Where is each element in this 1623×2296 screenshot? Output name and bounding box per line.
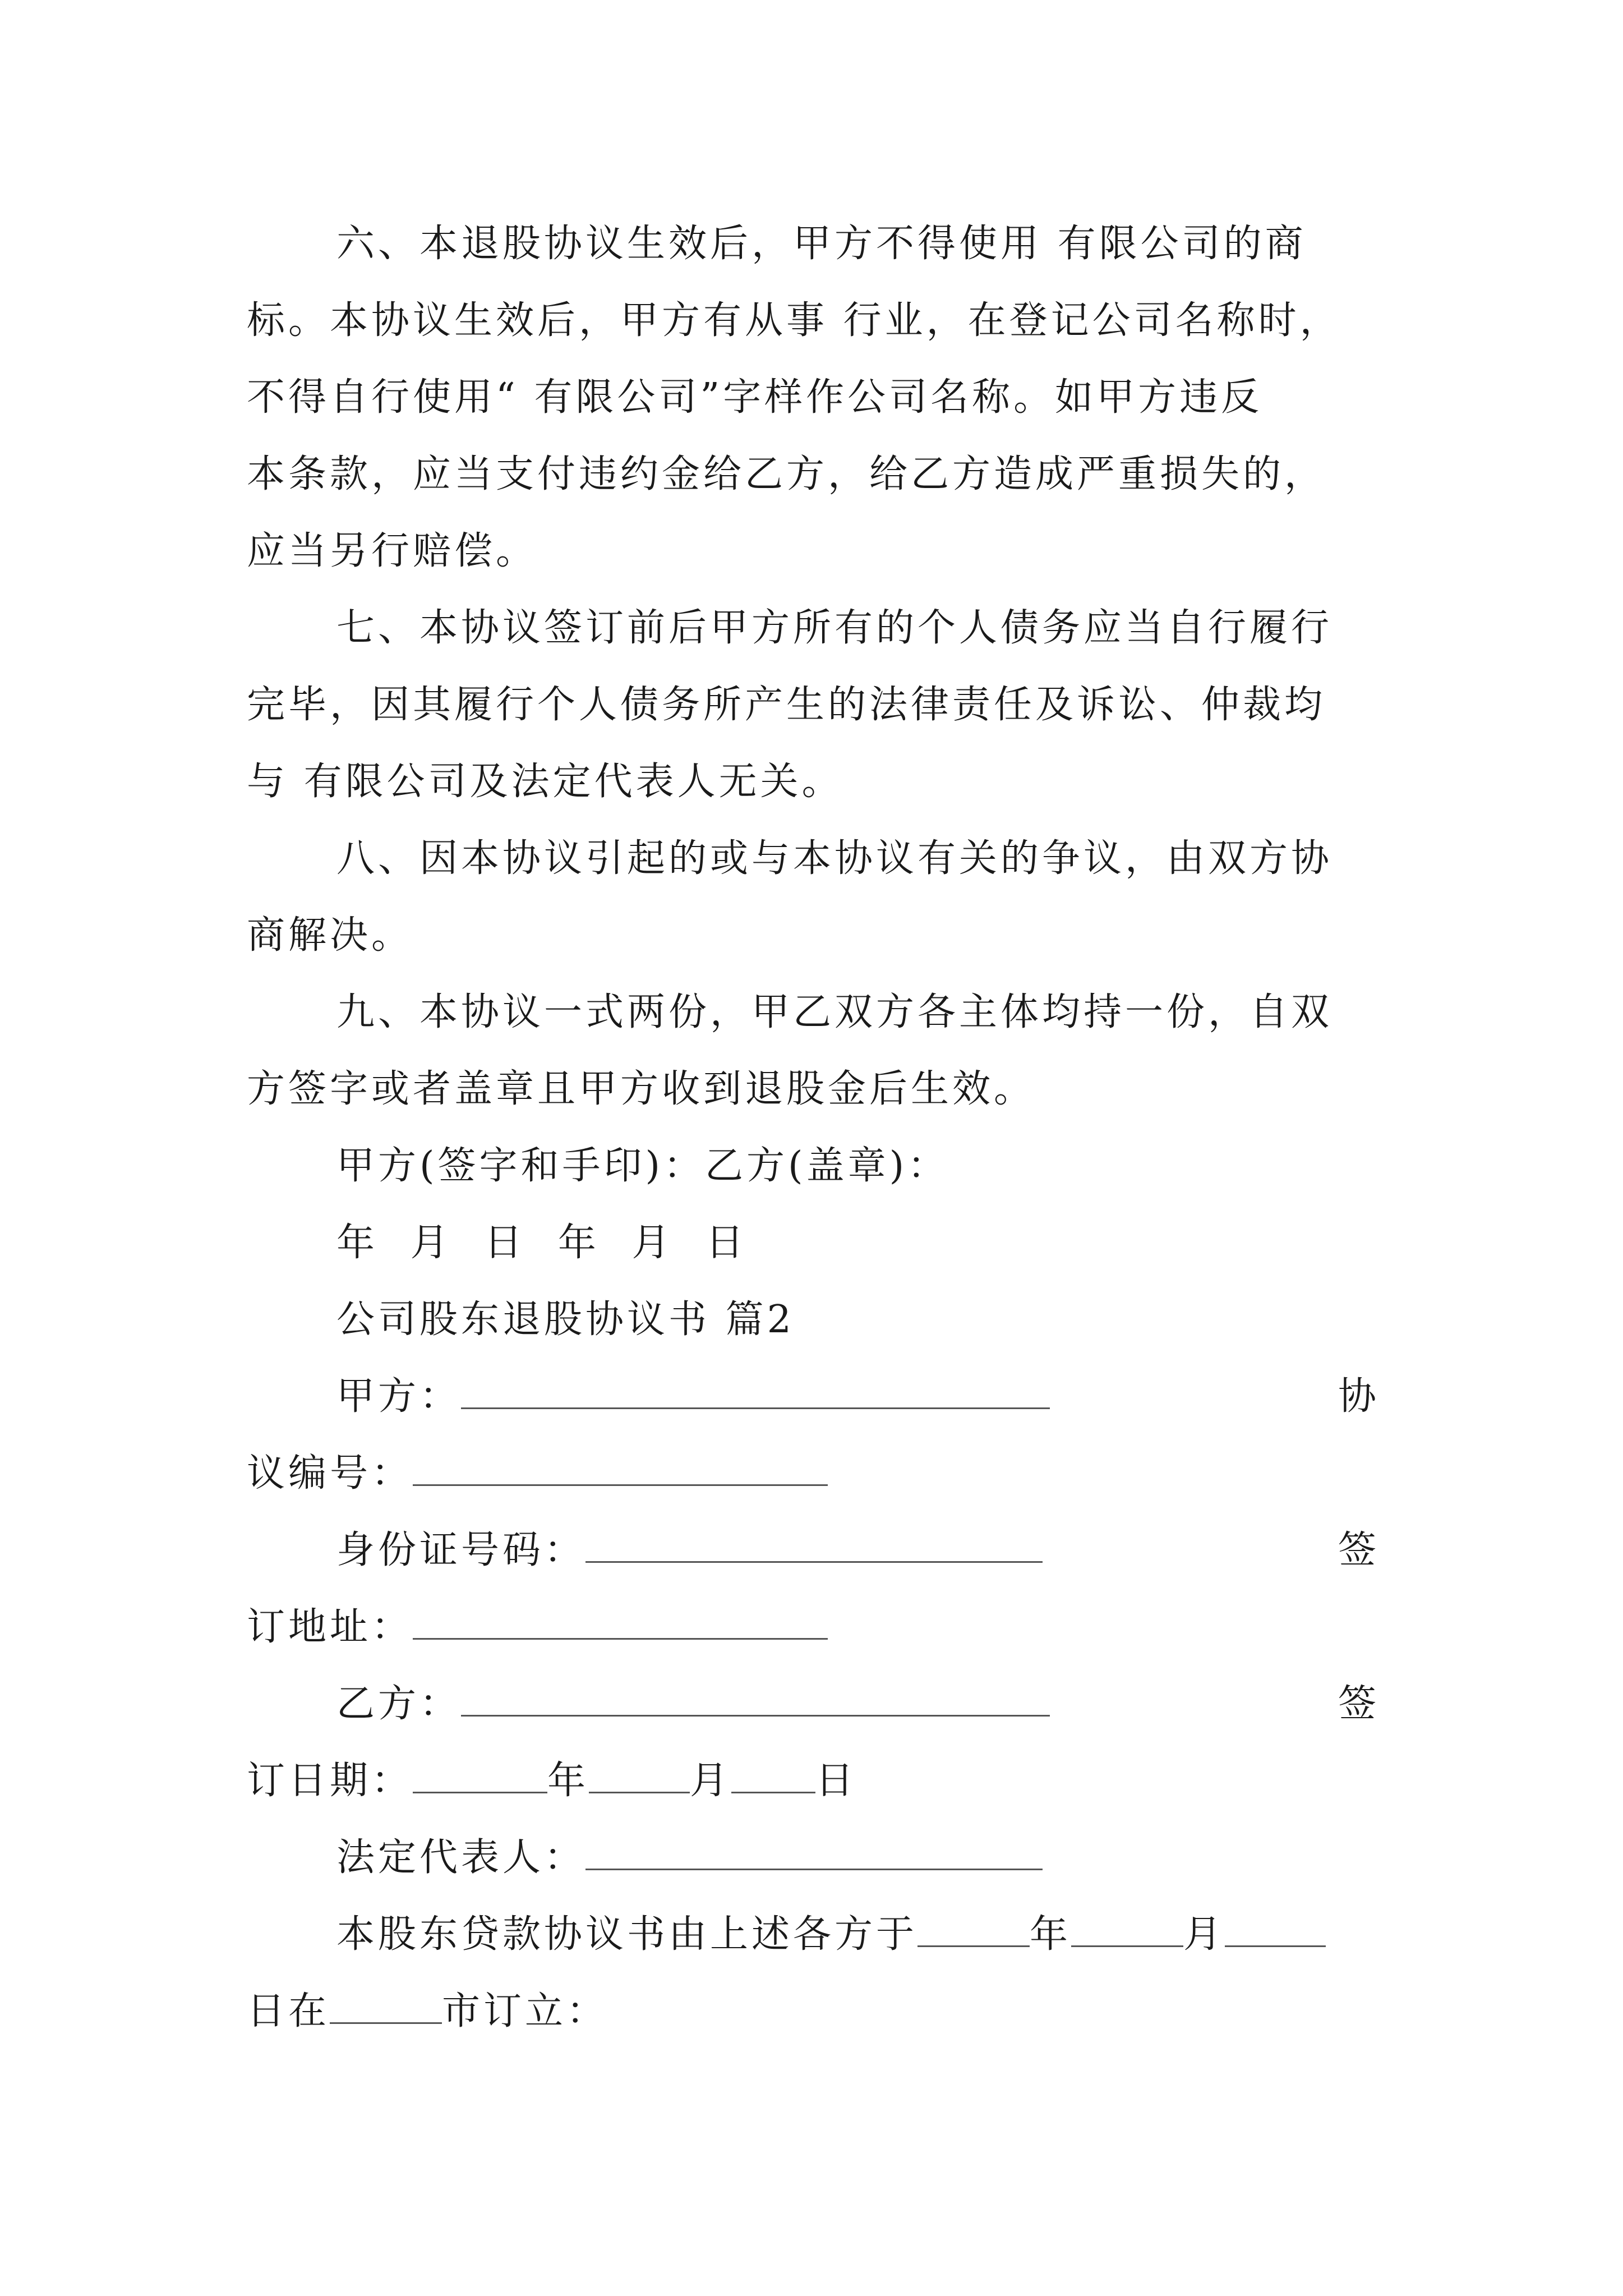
id-row [336,1525,1380,1576]
legal-rep-row [336,1833,1043,1883]
sign-address-label: 订地址： [247,1605,413,1649]
section6-line5: 应当另行赔偿。 [247,529,538,573]
section7-line1: 七、本协议签订前后甲方所有的个人债务应当自行履行 [336,606,1333,650]
section6-line4: 本条款，应当支付违约金给乙方，给乙方造成严重损失的， [247,452,1326,496]
closing-line2 [247,1986,608,2037]
closing-city-blank[interactable] [330,1987,442,2024]
legal-rep-label: 法定代表人： [336,1835,586,1880]
section7-line2: 完毕，因其履行个人债务所产生的法律责任及诉讼、仲裁均 [247,683,1326,727]
section6-line3: 不得自行使用“ 有限公司”字样作公司名称。如甲方违反 [247,375,1263,420]
section9-line1: 九、本协议一式两份，甲乙双方各主体均持一份，自双 [336,990,1333,1034]
agreement-no-label-head: 协 [1338,1374,1380,1419]
party-b-label: 乙方： [336,1682,462,1726]
section6-line2: 标。本协议生效后，甲方有从事 行业，在登记公司名称时， [247,298,1341,343]
sign-date-year-blank[interactable] [413,1757,547,1793]
agreement-no-label: 议编号： [247,1451,413,1496]
sign-date-month-blank[interactable] [589,1757,690,1793]
closing-line1 [336,1910,1380,1960]
closing-month-blank[interactable] [1071,1911,1183,1947]
sign-address-blank[interactable] [413,1603,828,1640]
closing-day-label: 日在 [247,1989,330,2033]
section-heading: 公司股东退股协议书 篇2 [336,1297,795,1342]
section7-line3: 与 有限公司及法定代表人无关。 [247,760,843,804]
agreement-no-blank[interactable] [413,1450,828,1486]
closing-day-blank[interactable] [1225,1911,1326,1947]
id-label: 身份证号码： [336,1528,586,1572]
sign-date-year-label: 年 [547,1759,589,1803]
section9-line2: 方签字或者盖章且甲方收到退股金后生效。 [247,1067,1036,1111]
party-a-label: 甲方： [336,1374,462,1419]
closing-prefix: 本股东贷款协议书由上述各方于 [336,1912,918,1957]
id-blank[interactable] [585,1526,1043,1563]
sign-date-label-head: 签 [1338,1682,1380,1726]
sign-date-label: 订日期： [247,1759,413,1803]
closing-city-suffix: 市订立： [442,1989,608,2033]
section6-line1: 六、本退股协议生效后，甲方不得使用 有限公司的商 [336,222,1307,266]
agreement-no-row [247,1448,828,1499]
sign-address-row [247,1602,828,1653]
date-line: 年 月 日 年 月 日 [336,1221,748,1265]
party-a-blank[interactable] [461,1373,1050,1409]
closing-year-blank[interactable] [917,1911,1030,1947]
sign-date-row [247,1756,857,1806]
sign-date-day-label: 日 [815,1759,857,1803]
party-b-blank[interactable] [461,1680,1050,1717]
sign-date-month-label: 月 [690,1759,732,1803]
party-a-row [336,1372,1380,1422]
signature-line: 甲方(签字和手印)：乙方(盖章)： [336,1144,949,1188]
party-b-row [336,1679,1380,1729]
sign-address-label-head: 签 [1338,1528,1380,1572]
section8-line1: 八、因本协议引起的或与本协议有关的争议，由双方协 [336,836,1333,881]
closing-month-label: 月 [1183,1912,1225,1957]
section8-line2: 商解决。 [247,913,413,958]
sign-date-day-blank[interactable] [731,1757,815,1793]
legal-rep-blank[interactable] [585,1834,1043,1870]
closing-year-label: 年 [1030,1912,1072,1957]
